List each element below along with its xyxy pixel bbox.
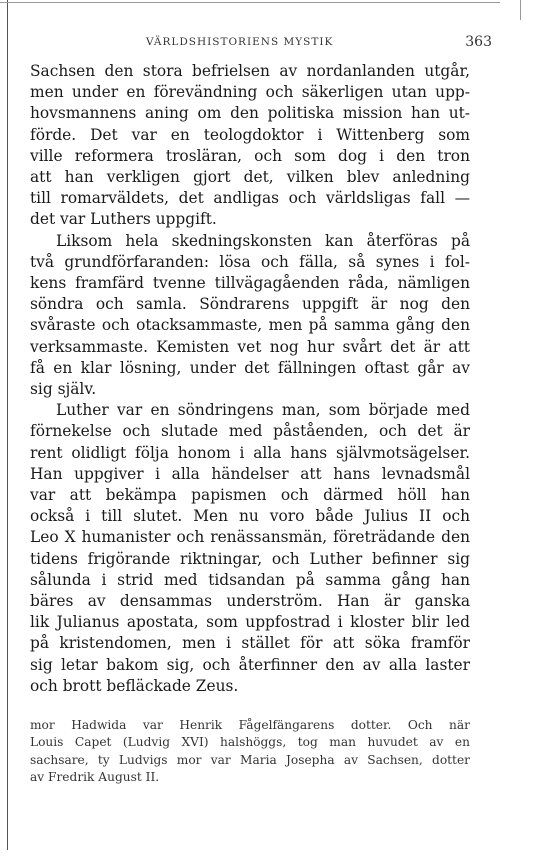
text-line: söndra och samla. Söndrarens uppgift är nog den: [30, 295, 470, 314]
text-line: Han uppgiver i alla händelser att hans levnadsmål: [30, 464, 470, 483]
running-head: VÄRLDSHISTORIENS MYSTIK: [146, 36, 334, 48]
text-line: ville reformera trosläran, och som dog i den tron: [30, 146, 470, 165]
footnote-line: av Fredrik August II.: [30, 769, 160, 784]
scan-frame-right-edge: [520, 0, 521, 20]
page-number: 363: [465, 34, 492, 50]
text-line: verksammaste. Kemisten vet nog hur svårt det är att: [30, 337, 470, 356]
text-line: få en klar lösning, under det fällningen oftast går av: [30, 358, 470, 377]
paragraph-1: [30, 61, 470, 231]
text-line: men under en förevändning och säkerligen utan upp-: [30, 83, 470, 102]
text-line: på kristendomen, men i stället för att söka framför: [30, 634, 470, 653]
footnote-line: Louis Capet (Ludvig XVI) halshöggs, tog man huvudet av en: [30, 735, 470, 750]
footnote-line: mor Hadwida var Henrik Fågelfängarens dotter. Och när: [30, 718, 470, 732]
text-line: sig själv.: [30, 380, 97, 399]
paragraph-2: [30, 231, 470, 401]
text-line: till romarväldets, det andligas och världsligas fall —: [30, 189, 470, 208]
text-line: Sachsen den stora befrielsen av nordanlanden utgår,: [30, 62, 470, 80]
text-line: Luther var en söndringens man, som började med: [56, 401, 470, 420]
text-line: två grundförfaranden: lösa och fälla, så synes i fol-: [30, 252, 470, 271]
text-line: hovsmannens aning om den politiska mission han ut-: [30, 104, 470, 123]
text-line: att han verkligen gjort det, vilken blev anledning: [30, 168, 470, 187]
text-line: svåraste och otacksammaste, men på samma gång den: [30, 316, 470, 335]
text-line: förnekelse och slutade med påståenden, och det är: [30, 422, 470, 441]
scan-frame-top-edge: [0, 2, 500, 3]
text-line: rent olidligt följa honom i alla hans självmotsägelser.: [30, 443, 470, 462]
text-line: och brott befläckade Zeus.: [30, 676, 239, 695]
text-line: bäres av densammas underström. Han är ganska: [30, 592, 470, 611]
paragraph-3: [30, 400, 470, 697]
text-line: Leo X humanister och renässansmän, företrädande den: [30, 528, 470, 547]
footnote: [30, 717, 470, 786]
footnote-line: sachsare, ty Ludvigs mor var Maria Josepha av Sachsen, dotter: [30, 752, 470, 767]
page-header: [30, 34, 508, 54]
text-line: var att bekämpa papismen och därmed höll han: [30, 486, 470, 505]
text-line: sålunda i strid med tidsandan på samma gång han: [30, 570, 470, 589]
text-line: tidens frigörande riktningar, och Luther befinner sig: [30, 549, 470, 568]
text-line: lik Julianus apostata, som uppfostrad i kloster blir led: [30, 613, 470, 632]
body-text: [30, 61, 470, 697]
text-line: Liksom hela skedningskonsten kan återföras på: [56, 231, 470, 250]
text-line: förde. Det var en teologdoktor i Wittenberg som: [30, 125, 470, 144]
text-line: sig letar bakom sig, och återfinner den av alla laster: [30, 655, 470, 674]
text-line: det var Luthers uppgift.: [30, 210, 217, 229]
scan-frame-left-edge: [7, 0, 8, 850]
text-line: kens framfärd tvenne tillvägagåenden råda, nämligen: [30, 274, 470, 293]
text-line: också i till slutet. Men nu voro både Julius II och: [30, 507, 470, 526]
